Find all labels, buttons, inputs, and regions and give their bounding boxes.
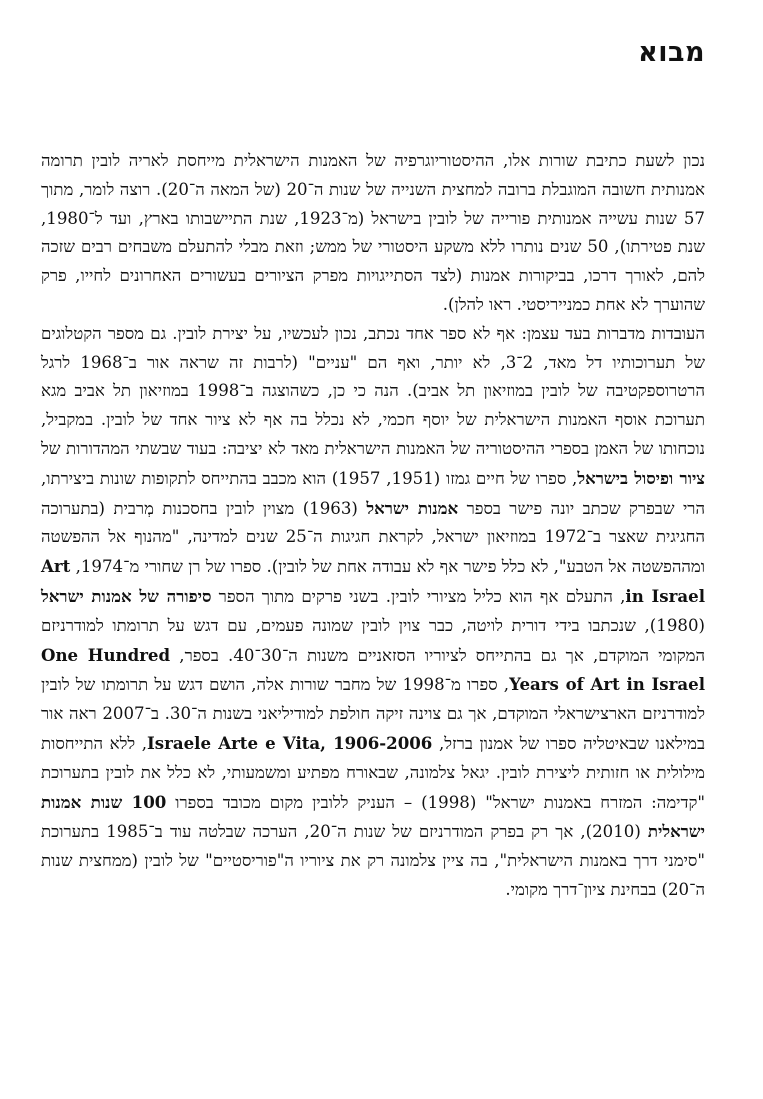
- bold-title-run: ציור ופיסול בישראל: [577, 467, 705, 488]
- text-run: , ספרו של חיים גמזו (1951, 1957) הוא מכבב בהתייחס לתקופות שונות ביצירתו, הרי שבפרק שכתב יונה פישר בספר: [41, 468, 705, 518]
- text-run: (1963) מצוין לובין בחסכנות מְרבית (בתערוכה החגיגית שאצר ב־1972 במוזיאון ישראל, לקראת חגיגות ה־25 שנים למדינה, "מהנוף אל ההפשטה ומההפשטה אל הטבע", לא כלל פישר אף לא עבודה אחת של לובין). ספרו של רן שחורי מ־1974,: [41, 498, 705, 577]
- body-text: [41, 147, 705, 905]
- bold-title-run: אמנות ישראל: [366, 497, 459, 518]
- text-run: , התעלם אף הוא כליל מציורי לובין. בשני פרקים מתוך הספר: [211, 586, 626, 606]
- bold-title-run: One Hundred Years of Art in Israel: [41, 644, 705, 695]
- paragraph-2: [41, 320, 705, 905]
- text-run: , ללא התייחסות מילולית או חזותית ליצירת לובין. יגאל צלמונה, שבאורח מפתיע ומשמעותי, לא כלל את לובין בתערוכת "קדימה: המזרח באמנות ישראל" (1998) – העניק ללובין מקום מכובד בספרו: [41, 733, 705, 812]
- text-run: (1980), שנכתבו בידי דורית לויטה, כבר צוין לובין שמונה פעמים, עם דגש על תרומתו למודרניזם המקומי המוקדם, אך גם בהתייחס לציוריו הסזאניים משנות ה־30־40. בספר,: [41, 615, 705, 665]
- text-run: , ספרו מ־1998 של מחבר שורות אלה, הושם דגש על תרומתו של לובין למודרניזם הארצישראלי המוקדם, אך גם צוינה זיקה חולפת למודיליאני בשנות ה־30. ב־2007 ראה אור במילאנו שבאיטליה ספרו של אמנון ברזל,: [41, 675, 705, 753]
- bold-title-run: Art in Israel: [41, 556, 705, 606]
- page-title: מבוא: [638, 37, 705, 68]
- bold-title-run: 100 שנות אמנות ישראלית: [41, 791, 705, 842]
- paragraph-1: [41, 147, 705, 320]
- text-run: העובדות מדברות בעד עצמן: אף לא ספר אחד נכתב, נכון לעכשיו, על יצירת לובין. גם מספר הקטלוגים של תערוכותיו דל מאד, 2־3, לא יותר, ואף הם "עניים" (לרבות זה שראה אור ב־1968 לרגל הרטרוספקטיבה של לובין במוזיאון תל אביב). הנה כי כן, כשהוצגה ב־1998 במוזיאון תל אביב מגא תערוכת אוסף האמנות הישראלית של יוסף חכמי, לא נכלל בה אף לא ציור אחד של לובין. במקביל, נוכחותו של האמן בספרי ההיסטוריה של האמנות הישראלית מאד לא יציבה: בעוד שבשתי המהדורות של: [41, 323, 706, 458]
- bold-title-run: סיפורה של אמנות ישראל: [41, 585, 212, 606]
- text-run: (2010), אך רק בפרק המודרניזם של שנות ה־20, הערכה שבלטה עוד ב־1985 בתערוכת "סימני דרך באמנות הישראלית", בה ציין צלמונה רק את ציוריו ה"פוריסטיים" של לובין (ממחצית שנות ה־20) בבחינת ציון־דרך מקומי.: [41, 822, 705, 899]
- bold-title-run: Israele Arte e Vita, 1906-2006: [147, 732, 433, 753]
- text-run: נכון לשעת כתיבת שורות אלו, ההיסטוריוגרפיה של האמנות הישראלית מייחסת לאריה לובין תרומה אמנותית חשובה המוגבלת ברובה למחצית השנייה של שנות ה־20 (של המאה ה־20). רוצה לומר, מתוך 57 שנות עשייה אמנותית פורייה של לובין בישראל (מ־1923, שנת התיישבותו בארץ, ועד ל־1980, שנת פטירתו), 50 שנים נותרו ללא משקע היסטורי של ממש; וזאת מבלי להתעלם משבחים רבים שזכה להם, לאורך דרכו, בביקורות אמנות (לצד הסתייגויות מפרק הציורים בעשורים האחרונים לחייו, פרק שהוערך לא אחת כמנייריסטי. ראו להלן).: [41, 151, 705, 314]
